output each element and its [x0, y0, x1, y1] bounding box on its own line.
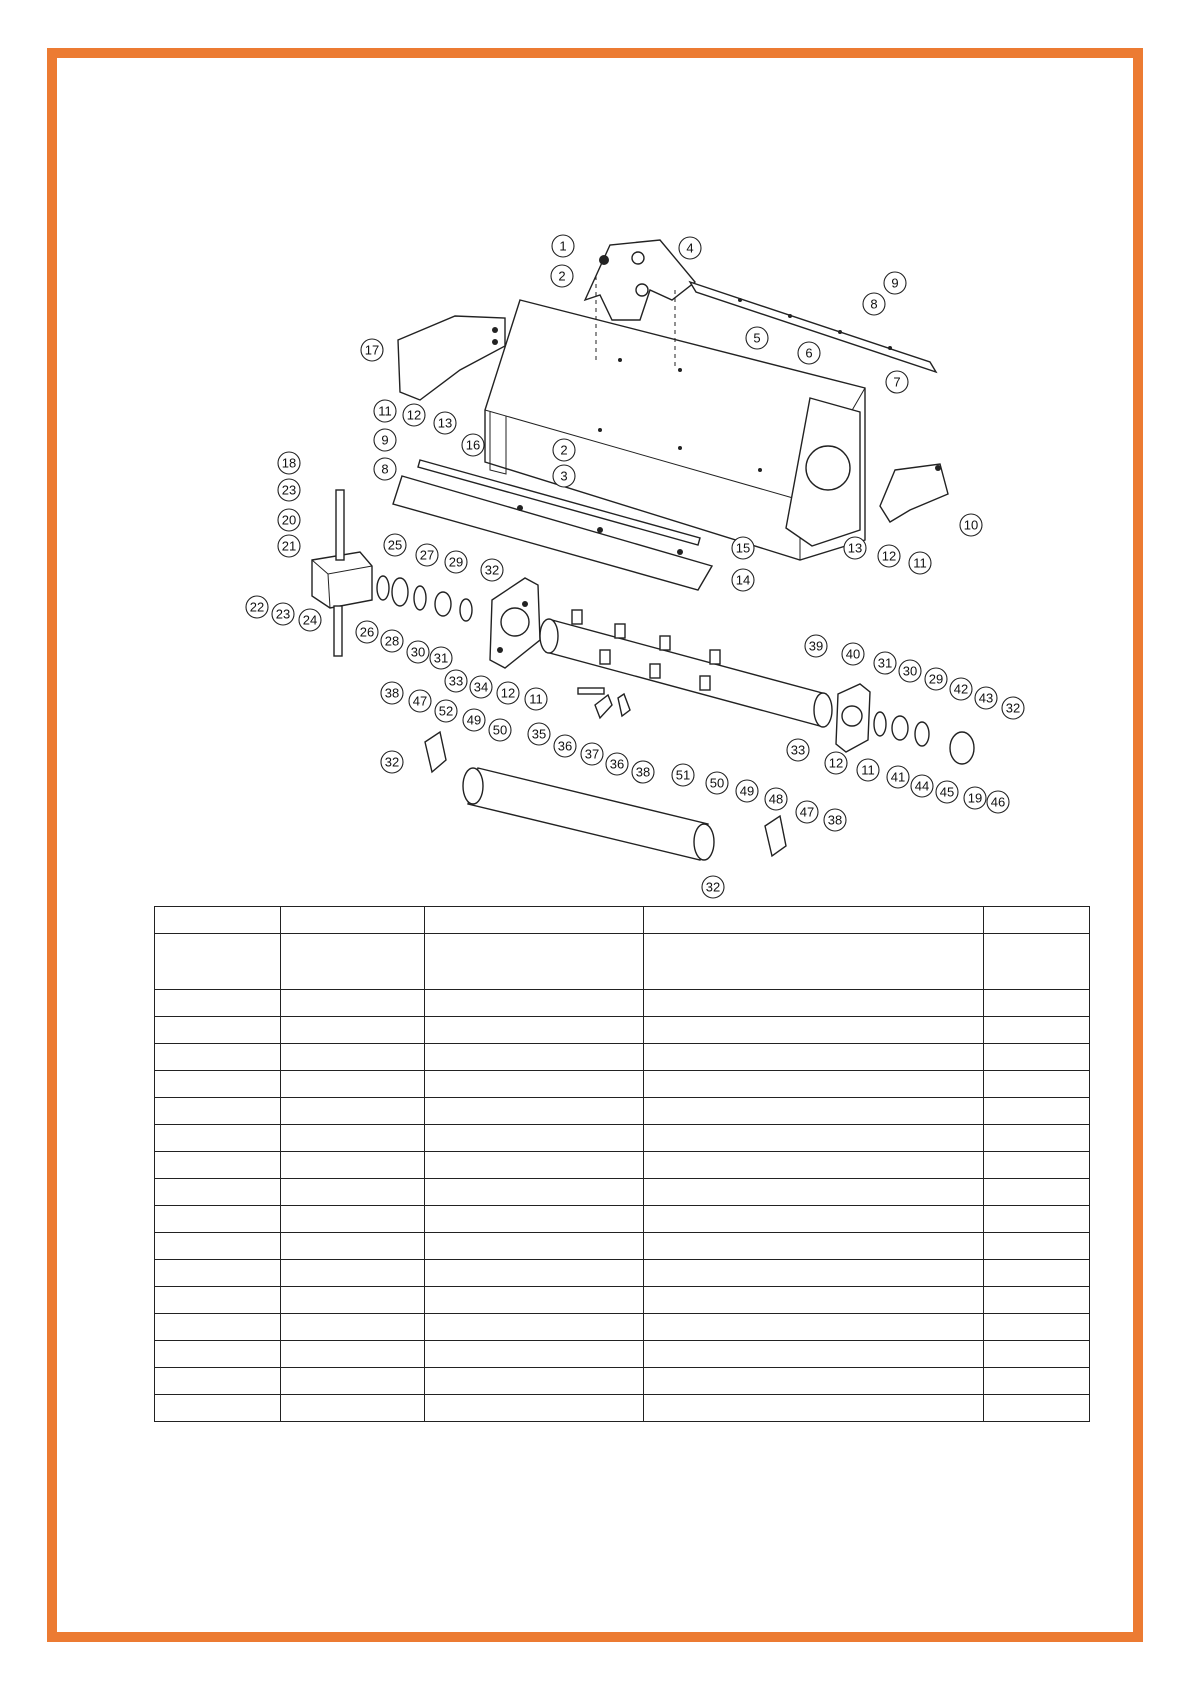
- callout-12: [497, 682, 519, 704]
- table-cell: [425, 1233, 644, 1260]
- table-cell: [281, 934, 425, 990]
- table-cell: [984, 1206, 1090, 1233]
- callout-26: [356, 621, 378, 643]
- table-cell: [644, 1125, 984, 1152]
- left-side-bracket: [398, 316, 505, 400]
- callout-number: 11: [913, 555, 927, 571]
- callout-2: [553, 439, 575, 461]
- table-cell: [425, 1395, 644, 1422]
- table-cell: [984, 1125, 1090, 1152]
- callout-9: [884, 272, 906, 294]
- callout-45: [936, 781, 958, 803]
- callout-number: 5: [753, 330, 761, 346]
- callout-14: [732, 569, 754, 591]
- callout-number: 28: [384, 633, 400, 649]
- table-cell: [281, 1287, 425, 1314]
- callout-number: 40: [845, 646, 861, 662]
- callout-number: 12: [828, 755, 844, 771]
- callout-36: [554, 735, 576, 757]
- table-cell: [155, 990, 281, 1017]
- callout-number: 39: [808, 638, 824, 654]
- table-cell: [984, 1017, 1090, 1044]
- table-cell: [425, 1071, 644, 1098]
- callout-number: 41: [890, 769, 906, 785]
- callout-29: [445, 551, 467, 573]
- callout-37: [581, 743, 603, 765]
- table-cell: [155, 1287, 281, 1314]
- table-row: [155, 934, 1090, 990]
- callout-15: [732, 537, 754, 559]
- callout-number: 49: [739, 783, 755, 799]
- callout-number: 45: [939, 784, 955, 800]
- callout-number: 9: [381, 432, 389, 448]
- table-cell: [281, 907, 425, 934]
- callout-number: 11: [861, 762, 875, 778]
- callout-number: 10: [963, 517, 979, 533]
- callout-number: 32: [705, 879, 721, 895]
- table-cell: [644, 1314, 984, 1341]
- left-seals: [377, 576, 472, 621]
- callout-18: [278, 452, 300, 474]
- callout-33: [787, 739, 809, 761]
- callout-number: 3: [560, 468, 568, 484]
- table-cell: [644, 1395, 984, 1422]
- table-row: [155, 1206, 1090, 1233]
- callout-number: 11: [529, 691, 543, 707]
- table-cell: [155, 1260, 281, 1287]
- callout-17: [361, 339, 383, 361]
- table-cell: [281, 1260, 425, 1287]
- callout-8: [863, 293, 885, 315]
- callout-32: [481, 559, 503, 581]
- callout-4: [679, 237, 701, 259]
- callout-number: 12: [500, 685, 516, 701]
- callout-25: [384, 534, 406, 556]
- callout-number: 2: [560, 442, 568, 458]
- table-cell: [281, 990, 425, 1017]
- table-row: [155, 1368, 1090, 1395]
- callout-number: 9: [891, 275, 899, 291]
- table-row: [155, 1017, 1090, 1044]
- callout-38: [824, 809, 846, 831]
- table-cell: [425, 1179, 644, 1206]
- table-cell: [281, 1017, 425, 1044]
- table-row: [155, 1341, 1090, 1368]
- table-cell: [984, 1395, 1090, 1422]
- callout-33: [445, 670, 467, 692]
- callout-13: [844, 537, 866, 559]
- callout-number: 43: [978, 690, 994, 706]
- table-cell: [984, 1098, 1090, 1125]
- table-cell: [155, 1071, 281, 1098]
- callout-32: [381, 751, 403, 773]
- callout-11: [374, 400, 396, 422]
- parts-table-body: [155, 907, 1090, 1422]
- callout-number: 38: [827, 812, 843, 828]
- table-cell: [984, 1260, 1090, 1287]
- table-cell: [425, 1341, 644, 1368]
- callout-number: 14: [735, 572, 751, 588]
- table-cell: [425, 1287, 644, 1314]
- callout-50: [706, 772, 728, 794]
- callout-number: 16: [465, 437, 481, 453]
- table-cell: [155, 907, 281, 934]
- callout-38: [381, 682, 403, 704]
- callout-number: 11: [378, 403, 392, 419]
- callout-number: 15: [735, 540, 751, 556]
- exploded-parts-diagram: [230, 225, 1080, 905]
- callout-number: 36: [609, 756, 625, 772]
- callout-number: 21: [281, 538, 297, 554]
- callout-47: [796, 801, 818, 823]
- callout-number: 33: [790, 742, 806, 758]
- callout-number: 13: [847, 540, 863, 556]
- table-cell: [155, 1233, 281, 1260]
- callout-23: [272, 603, 294, 625]
- callout-number: 31: [877, 655, 893, 671]
- callout-number: 38: [384, 685, 400, 701]
- table-row: [155, 1314, 1090, 1341]
- callout-number: 24: [302, 612, 318, 628]
- callout-41: [887, 766, 909, 788]
- callout-10: [960, 514, 982, 536]
- callout-number: 23: [281, 482, 297, 498]
- callout-number: 2: [558, 268, 566, 284]
- callout-number: 50: [492, 722, 508, 738]
- callout-21: [278, 535, 300, 557]
- callout-number: 30: [410, 644, 426, 660]
- table-cell: [155, 1368, 281, 1395]
- callout-number: 30: [902, 663, 918, 679]
- table-cell: [425, 1044, 644, 1071]
- callout-32: [702, 876, 724, 898]
- table-row: [155, 1098, 1090, 1125]
- hitch-bracket: [585, 240, 695, 320]
- table-cell: [425, 1368, 644, 1395]
- table-cell: [644, 1341, 984, 1368]
- callout-number: 6: [805, 345, 813, 361]
- callout-43: [975, 687, 997, 709]
- callout-11: [525, 688, 547, 710]
- table-cell: [155, 1152, 281, 1179]
- callout-number: 25: [387, 537, 403, 553]
- table-row: [155, 1125, 1090, 1152]
- callout-number: 52: [438, 703, 454, 719]
- table-row: [155, 1395, 1090, 1422]
- table-cell: [984, 1341, 1090, 1368]
- callout-number: 42: [953, 681, 969, 697]
- table-cell: [644, 1071, 984, 1098]
- table-cell: [644, 1179, 984, 1206]
- callout-12: [825, 752, 847, 774]
- callout-number: 12: [881, 548, 897, 564]
- callout-27: [416, 544, 438, 566]
- callout-11: [857, 759, 879, 781]
- table-cell: [281, 1044, 425, 1071]
- table-cell: [984, 1314, 1090, 1341]
- table-cell: [644, 1017, 984, 1044]
- callout-20: [278, 509, 300, 531]
- callout-49: [463, 709, 485, 731]
- callout-34: [470, 676, 492, 698]
- callout-number: 48: [768, 791, 784, 807]
- callout-38: [632, 761, 654, 783]
- callout-number: 32: [1005, 700, 1021, 716]
- table-cell: [425, 934, 644, 990]
- callout-51: [672, 764, 694, 786]
- callout-number: 1: [559, 238, 567, 254]
- callout-48: [765, 788, 787, 810]
- table-cell: [281, 1098, 425, 1125]
- table-cell: [281, 1179, 425, 1206]
- table-row: [155, 1044, 1090, 1071]
- callout-52: [435, 700, 457, 722]
- table-cell: [644, 1098, 984, 1125]
- callout-number: 32: [384, 754, 400, 770]
- table-cell: [984, 1152, 1090, 1179]
- table-cell: [984, 1287, 1090, 1314]
- table-cell: [281, 1125, 425, 1152]
- callout-42: [950, 678, 972, 700]
- table-cell: [155, 1017, 281, 1044]
- table-row: [155, 990, 1090, 1017]
- table-cell: [644, 1260, 984, 1287]
- callout-number: 37: [584, 746, 600, 762]
- callout-16: [462, 434, 484, 456]
- table-cell: [425, 990, 644, 1017]
- callout-number: 8: [870, 296, 878, 312]
- table-cell: [984, 1179, 1090, 1206]
- callout-number: 33: [448, 673, 464, 689]
- callout-30: [407, 641, 429, 663]
- table-cell: [984, 1044, 1090, 1071]
- callout-6: [798, 342, 820, 364]
- callout-31: [430, 647, 452, 669]
- callout-50: [489, 719, 511, 741]
- callout-number: 23: [275, 606, 291, 622]
- table-cell: [984, 1368, 1090, 1395]
- callout-number: 19: [967, 790, 983, 806]
- callout-number: 20: [281, 512, 297, 528]
- callout-number: 17: [364, 342, 380, 358]
- callout-40: [842, 643, 864, 665]
- table-cell: [425, 1206, 644, 1233]
- callout-31: [874, 652, 896, 674]
- flail-rotor: [540, 610, 832, 727]
- callout-1: [552, 235, 574, 257]
- table-cell: [425, 907, 644, 934]
- table-cell: [425, 1152, 644, 1179]
- callout-number: 18: [281, 455, 297, 471]
- callout-number: 49: [466, 712, 482, 728]
- table-cell: [155, 1395, 281, 1422]
- callout-22: [246, 596, 268, 618]
- callout-number: 44: [914, 778, 930, 794]
- table-row: [155, 907, 1090, 934]
- parts-table: [154, 906, 1090, 1422]
- table-cell: [281, 1395, 425, 1422]
- callout-number: 38: [635, 764, 651, 780]
- table-cell: [644, 990, 984, 1017]
- callout-number: 47: [412, 693, 428, 709]
- callout-number: 47: [799, 804, 815, 820]
- table-cell: [644, 1152, 984, 1179]
- table-cell: [281, 1233, 425, 1260]
- callout-19: [964, 787, 986, 809]
- table-cell: [984, 1071, 1090, 1098]
- callout-2: [551, 265, 573, 287]
- table-cell: [155, 1341, 281, 1368]
- table-cell: [281, 1341, 425, 1368]
- table-cell: [281, 1071, 425, 1098]
- callout-number: 31: [433, 650, 449, 666]
- callout-35: [528, 723, 550, 745]
- callout-24: [299, 609, 321, 631]
- callout-number: 12: [406, 407, 422, 423]
- callout-number: 51: [675, 767, 691, 783]
- callout-47: [409, 690, 431, 712]
- callout-number: 32: [484, 562, 500, 578]
- table-cell: [155, 1314, 281, 1341]
- table-cell: [644, 934, 984, 990]
- callout-44: [911, 775, 933, 797]
- callout-30: [899, 660, 921, 682]
- table-row: [155, 1179, 1090, 1206]
- table-cell: [155, 934, 281, 990]
- callout-12: [878, 545, 900, 567]
- left-flange: [490, 578, 540, 668]
- table-cell: [281, 1206, 425, 1233]
- callout-number: 7: [893, 374, 901, 390]
- table-cell: [984, 1233, 1090, 1260]
- table-cell: [155, 1098, 281, 1125]
- table-cell: [644, 1233, 984, 1260]
- table-row: [155, 1152, 1090, 1179]
- callout-8: [374, 458, 396, 480]
- callout-number: 22: [249, 599, 265, 615]
- callout-29: [925, 668, 947, 690]
- table-cell: [155, 1125, 281, 1152]
- callout-23: [278, 479, 300, 501]
- hanger-parts: [578, 688, 630, 718]
- callout-number: 34: [473, 679, 489, 695]
- callout-number: 8: [381, 461, 389, 477]
- table-cell: [644, 1287, 984, 1314]
- table-row: [155, 1233, 1090, 1260]
- table-row: [155, 1260, 1090, 1287]
- table-row: [155, 1287, 1090, 1314]
- table-cell: [644, 1206, 984, 1233]
- callout-46: [987, 791, 1009, 813]
- table-row: [155, 1071, 1090, 1098]
- table-cell: [425, 1314, 644, 1341]
- table-cell: [984, 934, 1090, 990]
- table-cell: [425, 1098, 644, 1125]
- callout-9: [374, 429, 396, 451]
- callout-number: 26: [359, 624, 375, 640]
- table-cell: [984, 907, 1090, 934]
- callout-5: [746, 327, 768, 349]
- callout-32: [1002, 697, 1024, 719]
- callout-number: 36: [557, 738, 573, 754]
- callout-3: [553, 465, 575, 487]
- table-cell: [425, 1125, 644, 1152]
- right-side-bracket: [880, 464, 948, 522]
- table-cell: [644, 1368, 984, 1395]
- callout-number: 27: [419, 547, 435, 563]
- table-cell: [281, 1314, 425, 1341]
- table-cell: [644, 1044, 984, 1071]
- callout-number: 29: [928, 671, 944, 687]
- diagram-svg: [230, 225, 1080, 905]
- callout-39: [805, 635, 827, 657]
- callout-28: [381, 630, 403, 652]
- callout-12: [403, 404, 425, 426]
- table-cell: [425, 1260, 644, 1287]
- table-cell: [155, 1206, 281, 1233]
- table-cell: [644, 907, 984, 934]
- table-cell: [984, 990, 1090, 1017]
- callout-number: 13: [437, 415, 453, 431]
- callout-number: 50: [709, 775, 725, 791]
- callout-number: 35: [531, 726, 547, 742]
- callout-7: [886, 371, 908, 393]
- table-cell: [155, 1044, 281, 1071]
- callout-number: 4: [686, 240, 694, 256]
- callout-49: [736, 780, 758, 802]
- table-cell: [281, 1152, 425, 1179]
- callout-36: [606, 753, 628, 775]
- callout-13: [434, 412, 456, 434]
- table-cell: [425, 1017, 644, 1044]
- callout-11: [909, 552, 931, 574]
- table-cell: [155, 1179, 281, 1206]
- table-cell: [281, 1368, 425, 1395]
- callout-number: 29: [448, 554, 464, 570]
- callout-number: 46: [990, 794, 1006, 810]
